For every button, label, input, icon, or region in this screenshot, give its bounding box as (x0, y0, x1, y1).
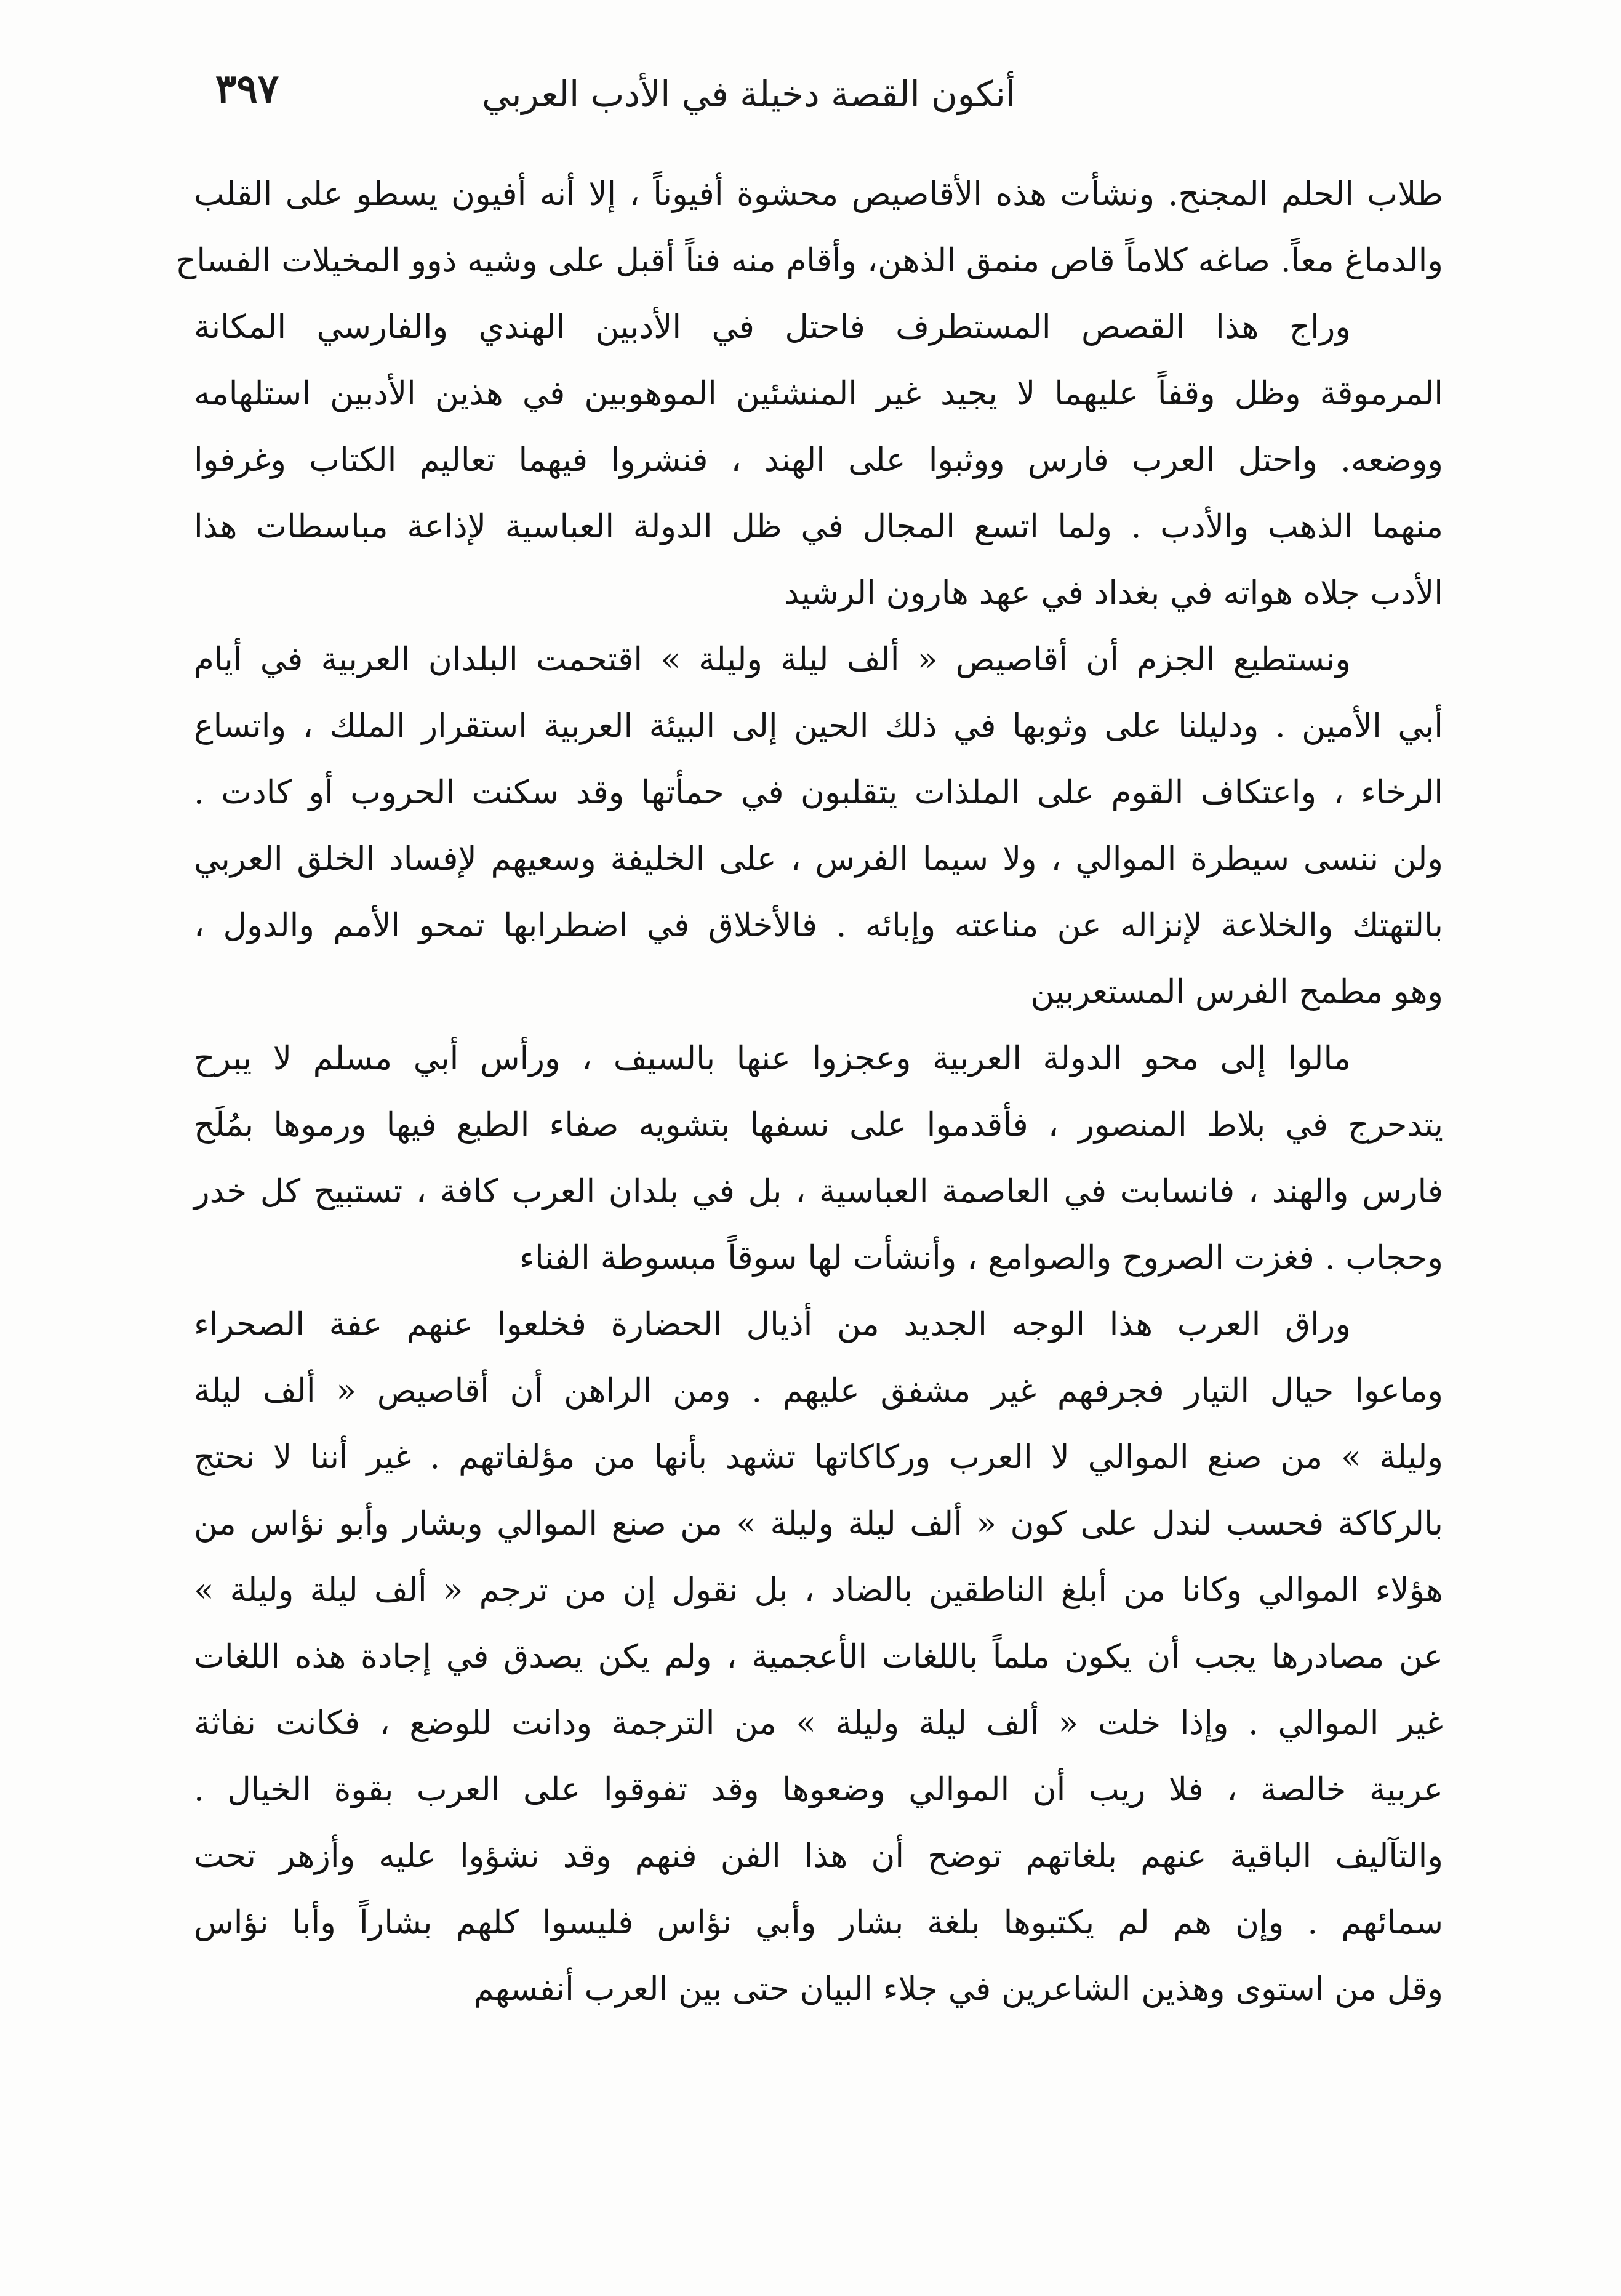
paragraph-end-line: وهو مطمح الفرس المستعربين (1030, 973, 1443, 1011)
text-line: وليلة » من صنع الموالي لا العرب وركاكاتها تشهد بأنها من مؤلفاتهم . غير أننا لا نحتج (194, 1439, 1443, 1476)
text-line: والتآليف الباقية عنهم بلغاتهم توضح أن هذا الفن فنهم وقد نشؤوا عليه وأزهر تحت (194, 1837, 1443, 1875)
text-line: بالتهتك والخلاعة لإنزاله عن مناعته وإبائه . فالأخلاق في اضطرابها تمحو الأمم والدول ، (194, 907, 1443, 944)
paragraph-start-line: مالوا إلى محو الدولة العربية وعجزوا عنها بالسيف ، ورأس أبي مسلم لا يبرح (194, 1040, 1351, 1077)
text-line: الرخاء ، واعتكاف القوم على الملذات يتقلبون في حمأتها وقد سكنت الحروب أو كادت . (194, 774, 1443, 811)
text-line: وماعوا حيال التيار فجرفهم غير مشفق عليهم . ومن الراهن أن أقاصيص « ألف ليلة (194, 1372, 1443, 1410)
text-line: بالركاكة فحسب لندل على كون « ألف ليلة وليلة » من صنع الموالي وبشار وأبو نؤاس من (194, 1505, 1443, 1543)
text-line: غير الموالي . وإذا خلت « ألف ليلة وليلة » من الترجمة ودانت للوضع ، فكانت نفاثة (194, 1704, 1443, 1742)
text-line: وقل من استوى وهذين الشاعرين في جلاء البيان حتى بين العرب أنفسهم (473, 1970, 1443, 2008)
paragraph-end-line: وحجاب . فغزت الصروح والصوامع ، وأنشأت لها سوقاً مبسوطة الفناء (519, 1239, 1443, 1277)
page-header (203, 58, 1409, 132)
text-line: منهما الذهب والأدب . ولما اتسع المجال في ظل الدولة العباسية لإذاعة مباسطات هذا (194, 508, 1443, 545)
running-title: أنكون القصة دخيلة في الأدب العربي (482, 73, 1015, 115)
text-line: يتدحرج في بلاط المنصور ، فأقدموا على نسفها بتشويه صفاء الطبع فيها ورموها بمُلَح (194, 1106, 1443, 1144)
paragraph-start-line: وراق العرب هذا الوجه الجديد من أذيال الحضارة فخلعوا عنهم عفة الصحراء (194, 1306, 1351, 1343)
text-line: المرموقة وظل وقفاً عليهما لا يجيد غير المنشئين الموهوبين في هذين الأدبين استلهامه (194, 375, 1443, 412)
paragraph-start-line: وراج هذا القصص المستطرف فاحتل في الأدبين الهندي والفارسي المكانة (194, 308, 1351, 346)
text-line: فارس والهند ، فانسابت في العاصمة العباسية ، بل في بلدان العرب كافة ، تستبيح كل خدر (194, 1173, 1443, 1210)
paragraph-start-line: ونستطيع الجزم أن أقاصيص « ألف ليلة وليلة » اقتحمت البلدان العربية في أيام (194, 641, 1351, 678)
text-line: والدماغ معاً. صاغه كلاماً قاص منمق الذهن، وأقام منه فناً أقبل على وشيه ذوو المخيلات الفساح (175, 242, 1443, 279)
text-line: ووضعه. واحتل العرب فارس ووثبوا على الهند ، فنشروا فيهما تعاليم الكتاب وغرفوا (194, 441, 1443, 479)
text-line: سمائهم . وإن هم لم يكتبوها بلغة بشار وأبي نؤاس فليسوا كلهم بشاراً وأبا نؤاس (194, 1904, 1443, 1941)
paragraph-end-line: الأدب جلاه هواته في بغداد في عهد هارون الرشيد (784, 574, 1443, 612)
page-number: ٣٩٧ (215, 66, 279, 112)
text-line: هؤلاء الموالي وكانا من أبلغ الناطقين بالضاد ، بل نقول إن من ترجم « ألف ليلة وليلة » (194, 1571, 1443, 1609)
text-line: أبي الأمين . ودليلنا على وثوبها في ذلك الحين إلى البيئة العربية استقرار الملك ، واتساع (194, 707, 1443, 745)
text-line: عن مصادرها يجب أن يكون ملماً باللغات الأعجمية ، ولم يكن يصدق في إجادة هذه اللغات (194, 1638, 1443, 1676)
text-line: ولن ننسى سيطرة الموالي ، ولا سيما الفرس ، على الخليفة وسعيهم لإفساد الخلق العربي (194, 840, 1443, 878)
body-text (175, 161, 1443, 2023)
text-line: طلاب الحلم المجنح. ونشأت هذه الأقاصيص محشوة أفيوناً ، إلا أنه أفيون يسطو على القلب (194, 175, 1443, 213)
text-line: عربية خالصة ، فلا ريب أن الموالي وضعوها وقد تفوقوا على العرب بقوة الخيال . (194, 1771, 1443, 1808)
